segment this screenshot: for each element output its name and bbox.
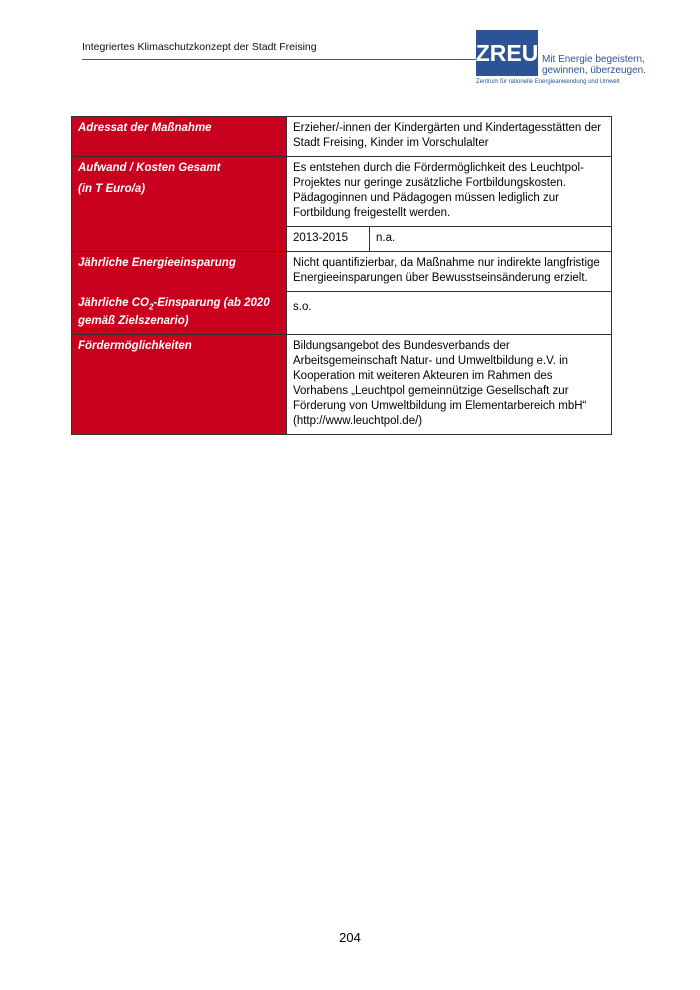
label-energie: Jährliche Energieeinsparung bbox=[72, 252, 287, 292]
logo-slogan-line1: Mit Energie begeistern, bbox=[542, 54, 645, 65]
label-aufwand-line1: Aufwand / Kosten Gesamt bbox=[78, 162, 221, 174]
value-aufwand-period: 2013-2015 bbox=[287, 227, 370, 252]
value-co2: s.o. bbox=[287, 292, 612, 335]
label-adressat: Adressat der Maßnahme bbox=[72, 117, 287, 157]
logo-slogan bbox=[542, 54, 646, 76]
value-energie: Nicht quantifizierbar, da Maßnahme nur indirekte langfristige Energieeinsparungen über Bewusstseinsänderung erzielt. bbox=[287, 252, 612, 292]
label-foerder: Fördermöglichkeiten bbox=[72, 334, 287, 434]
table-row-foerder bbox=[72, 334, 612, 434]
table-row-adressat bbox=[72, 117, 612, 157]
logo-subtitle: Zentrum für rationelle Energieanwendung und Umwelt bbox=[476, 79, 620, 85]
label-co2-line2: gemäß Zielszenario) bbox=[78, 314, 189, 327]
measure-table bbox=[71, 116, 612, 435]
label-aufwand-line2: (in T Euro/a) bbox=[78, 183, 146, 195]
table-row-energie bbox=[72, 252, 612, 292]
label-co2-line1: Jährliche $CO_2$-Einsparung (ab 2020 bbox=[78, 296, 270, 311]
value-foerder: Bildungsangebot des Bundesverbands der Arbeitsgemeinschaft Natur- und Umweltbildung e.V. in Kooperation mit weiteren Akteuren im Rahmen des Vorhabens „Leuchtpol gemeinnützige Gesellschaft zur Förderung von Umweltbildung im Elementarbereich mbH“ (http://www.leuchtpol.de/) bbox=[287, 334, 612, 434]
zreu-logo bbox=[475, 30, 646, 90]
page-number: 204 bbox=[339, 930, 361, 945]
value-aufwand-period-amount: n.a. bbox=[370, 227, 612, 252]
table-row-aufwand bbox=[72, 157, 612, 227]
label-aufwand bbox=[72, 157, 287, 252]
label-co2 bbox=[72, 292, 287, 335]
logo-slogan-line2: gewinnen, überzeugen. bbox=[542, 65, 646, 76]
value-adressat: Erzieher/-innen der Kindergärten und Kindertagesstätten der Stadt Freising, Kinder im Vorschulalter bbox=[287, 117, 612, 157]
value-aufwand: Es entstehen durch die Fördermöglichkeit des Leuchtpol-Projektes nur geringe zusätzliche Fortbildungskosten. Pädagoginnen und Pädagogen müssen lediglich zur Fortbildung freigestellt werden. bbox=[287, 157, 612, 227]
document-header-title: Integriertes Klimaschutzkonzept der Stadt Freising bbox=[82, 41, 317, 53]
table-row-co2 bbox=[72, 292, 612, 335]
header-rule bbox=[82, 59, 482, 60]
logo-mark: ZREU bbox=[476, 30, 538, 76]
